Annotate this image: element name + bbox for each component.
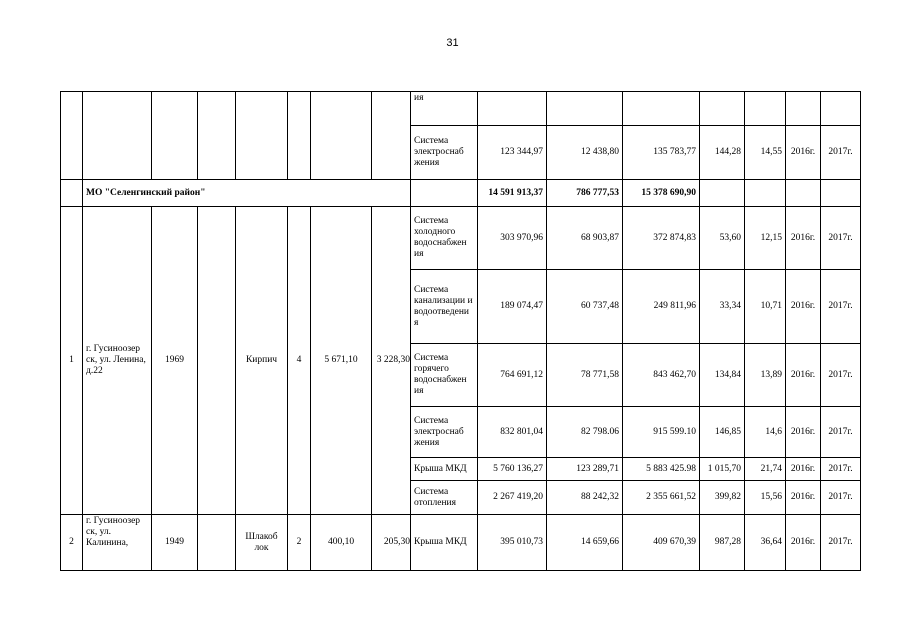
year-start: 2016г. [786, 344, 821, 407]
building-floors: 4 [288, 207, 311, 515]
building-year: 1969 [152, 207, 198, 515]
year-start: 2016г. [786, 207, 821, 270]
table-row [61, 207, 861, 270]
cost-sk: 78 771,58 [547, 344, 623, 407]
year-start: 2016г. [786, 481, 821, 515]
system-name: Система канализации и водоотведени я [411, 270, 478, 344]
building-area-total: 5 671,10 [311, 207, 372, 515]
year-end: 2017г. [821, 344, 861, 407]
year-end: 2017г. [821, 207, 861, 270]
cost-sk: 14 659,66 [547, 515, 623, 571]
percent: 14,55 [745, 126, 786, 180]
percent: 21,74 [745, 458, 786, 481]
cost-per-m2: 399,82 [700, 481, 745, 515]
cost-total: 135 783,77 [623, 126, 700, 180]
cost-total: 5 883 425.98 [623, 458, 700, 481]
cost-sk: 68 903,87 [547, 207, 623, 270]
building-area-total: 400,10 [311, 515, 372, 571]
year-end: 2017г. [821, 481, 861, 515]
system-name: ия [411, 92, 478, 126]
year-start: 2016г. [786, 458, 821, 481]
cost-smr: 303 970,96 [478, 207, 547, 270]
year-end: 2017г. [821, 407, 861, 458]
cost-sk: 12 438,80 [547, 126, 623, 180]
system-name: Система электроснаб жения [411, 126, 478, 180]
cost-smr: 764 691,12 [478, 344, 547, 407]
cost-total: 372 874,83 [623, 207, 700, 270]
cost-total: 843 462,70 [623, 344, 700, 407]
building-number: 2 [61, 515, 83, 571]
page-number: 31 [446, 37, 459, 49]
cost-per-m2: 33,34 [700, 270, 745, 344]
cost-smr: 5 760 136,27 [478, 458, 547, 481]
system-name: Система холодного водоснабжен ия [411, 207, 478, 270]
system-name: Система электроснаб жения [411, 407, 478, 458]
district-name: МО "Селенгинский район" [83, 180, 411, 207]
year-start: 2016г. [786, 270, 821, 344]
building-address: г. Гусиноозер ск, ул. Калинина, [83, 515, 152, 571]
building-floors: 2 [288, 515, 311, 571]
cost-smr: 2 267 419,20 [478, 481, 547, 515]
building-number: 1 [61, 207, 83, 515]
year-start: 2016г. [786, 515, 821, 571]
table-row [61, 92, 861, 126]
year-end: 2017г. [821, 126, 861, 180]
building-material: Кирпич [236, 207, 288, 515]
cost-per-m2: 144,28 [700, 126, 745, 180]
percent: 15,56 [745, 481, 786, 515]
building-year: 1949 [152, 515, 198, 571]
district-cost-smr: 14 591 913,37 [478, 180, 547, 207]
percent: 13,89 [745, 344, 786, 407]
cost-smr: 832 801,04 [478, 407, 547, 458]
year-start: 2016г. [786, 407, 821, 458]
building-area-living: 205,30 [372, 515, 411, 571]
year-end: 2017г. [821, 458, 861, 481]
cost-total: 409 670,39 [623, 515, 700, 571]
cost-smr: 189 074,47 [478, 270, 547, 344]
percent: 14,6 [745, 407, 786, 458]
year-end: 2017г. [821, 515, 861, 571]
system-name: Крыша МКД [411, 515, 478, 571]
system-name: Система отопления [411, 481, 478, 515]
percent: 12,15 [745, 207, 786, 270]
district-row [61, 180, 861, 207]
system-name: Крыша МКД [411, 458, 478, 481]
cost-sk: 123 289,71 [547, 458, 623, 481]
building-area-living: 3 228,30 [372, 207, 411, 515]
table-row [61, 515, 861, 571]
building-material: Шлакоб лок [236, 515, 288, 571]
building-address: г. Гусиноозер ск, ул. Ленина, д.22 [83, 207, 152, 515]
district-cost-sk: 786 777,53 [547, 180, 623, 207]
cost-per-m2: 987,28 [700, 515, 745, 571]
cost-total: 915 599.10 [623, 407, 700, 458]
district-cost-total: 15 378 690,90 [623, 180, 700, 207]
cost-per-m2: 1 015,70 [700, 458, 745, 481]
cost-sk: 82 798.06 [547, 407, 623, 458]
cost-smr: 395 010,73 [478, 515, 547, 571]
cost-total: 2 355 661,52 [623, 481, 700, 515]
cost-sk: 60 737,48 [547, 270, 623, 344]
cost-per-m2: 134,84 [700, 344, 745, 407]
repair-schedule-table [60, 91, 861, 571]
system-name: Система горячего водоснабжен ия [411, 344, 478, 407]
cost-total: 249 811,96 [623, 270, 700, 344]
cost-per-m2: 53,60 [700, 207, 745, 270]
year-end: 2017г. [821, 270, 861, 344]
cost-smr: 123 344,97 [478, 126, 547, 180]
cost-per-m2: 146,85 [700, 407, 745, 458]
percent: 36,64 [745, 515, 786, 571]
percent: 10,71 [745, 270, 786, 344]
year-start: 2016г. [786, 126, 821, 180]
cost-sk: 88 242,32 [547, 481, 623, 515]
